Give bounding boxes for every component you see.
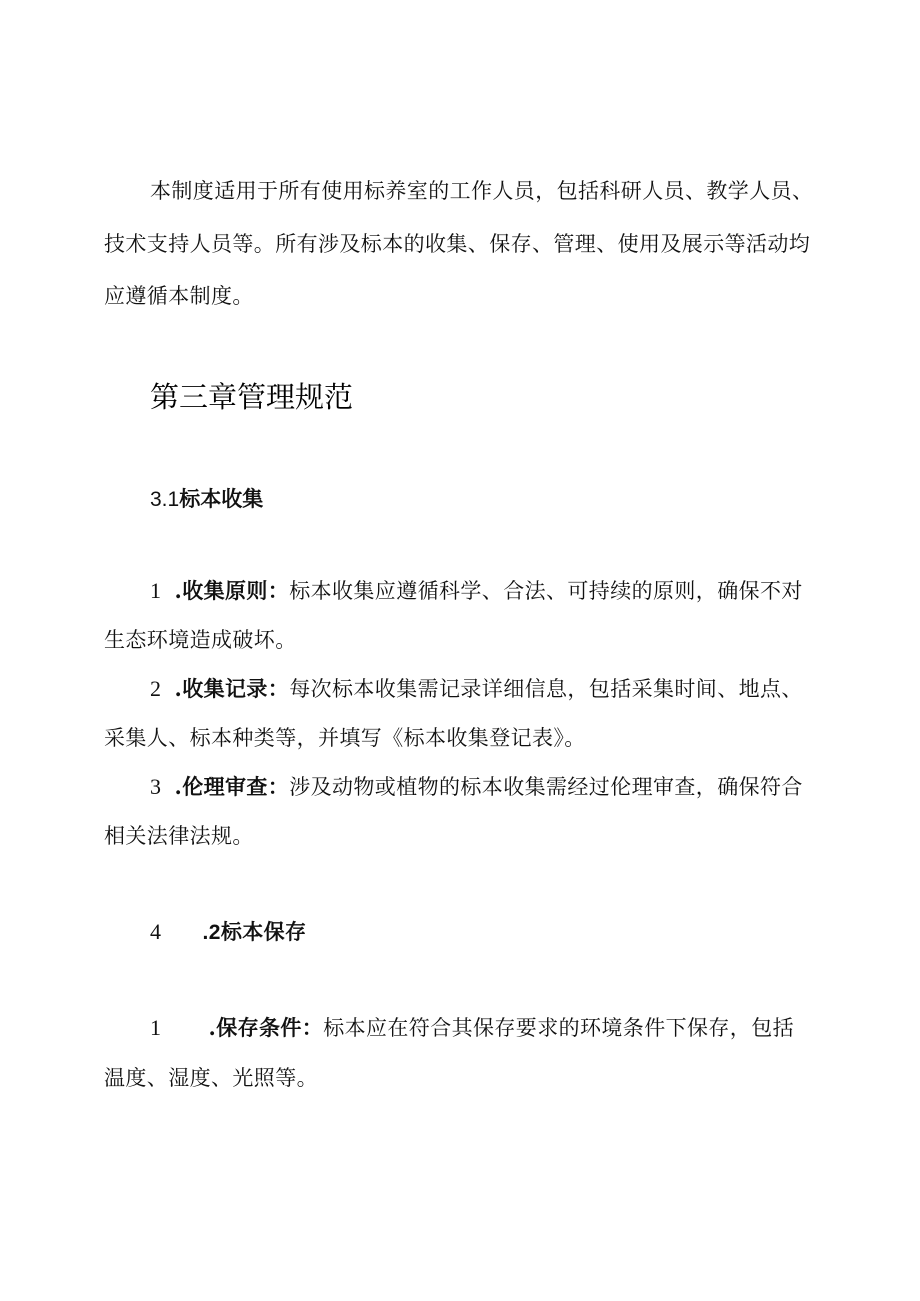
list-item-text: 标本应在符合其保存要求的环境条件下保存，包括 — [323, 1016, 795, 1040]
list-item-storage-conditions — [150, 1015, 794, 1041]
section-number: 4 — [150, 919, 162, 944]
list-item-separator: . — [174, 774, 183, 799]
list-item-text: 每次标本收集需记录详细信息，包括采集时间、地点、 — [289, 677, 803, 701]
list-item-number: 3 — [150, 774, 162, 799]
list-item-text-continuation: 生态环境造成破坏。 — [104, 628, 297, 652]
list-item-collection-record — [150, 676, 803, 702]
list-item-label: 收集记录： — [182, 676, 290, 701]
section-heading-3-1 — [150, 486, 263, 513]
list-item-text-continuation: 相关法律法规。 — [104, 824, 254, 848]
list-item-collection-principle — [150, 578, 803, 604]
list-item-label: 收集原则： — [182, 578, 290, 603]
section-number-suffix: .2 — [202, 921, 221, 944]
list-item-ethics-review — [150, 774, 803, 800]
section-heading-4-2 — [150, 919, 306, 946]
list-item-label: 伦理审查： — [182, 774, 290, 799]
section-title: 标本收集 — [179, 487, 264, 511]
section-number: 3.1 — [150, 488, 180, 511]
list-item-text-continuation: 采集人、标本种类等，并填写《标本收集登记表》。 — [104, 726, 586, 750]
section-title: 标本保存 — [220, 920, 307, 944]
list-item-text-continuation: 温度、湿度、光照等。 — [104, 1066, 318, 1090]
scope-paragraph-line-2: 技术支持人员等。所有涉及标本的收集、保存、管理、使用及展示等活动均 — [104, 232, 811, 256]
list-item-text: 标本收集应遵循科学、合法、可持续的原则，确保不对 — [289, 579, 803, 603]
list-item-label: 保存条件： — [216, 1015, 324, 1040]
list-item-number: 1 — [150, 578, 162, 603]
list-item-separator: . — [174, 578, 183, 603]
chapter-title: 第三章管理规范 — [150, 380, 354, 414]
list-item-number: 2 — [150, 676, 162, 701]
scope-paragraph-line-3: 应遵循本制度。 — [104, 284, 254, 308]
list-item-number: 1 — [150, 1015, 162, 1040]
scope-paragraph-line-1: 本制度适用于所有使用标养室的工作人员，包括科研人员、教学人员、 — [150, 179, 814, 203]
list-item-text: 涉及动物或植物的标本收集需经过伦理审查，确保符合 — [289, 775, 803, 799]
list-item-separator: . — [208, 1015, 217, 1040]
list-item-separator: . — [174, 676, 183, 701]
